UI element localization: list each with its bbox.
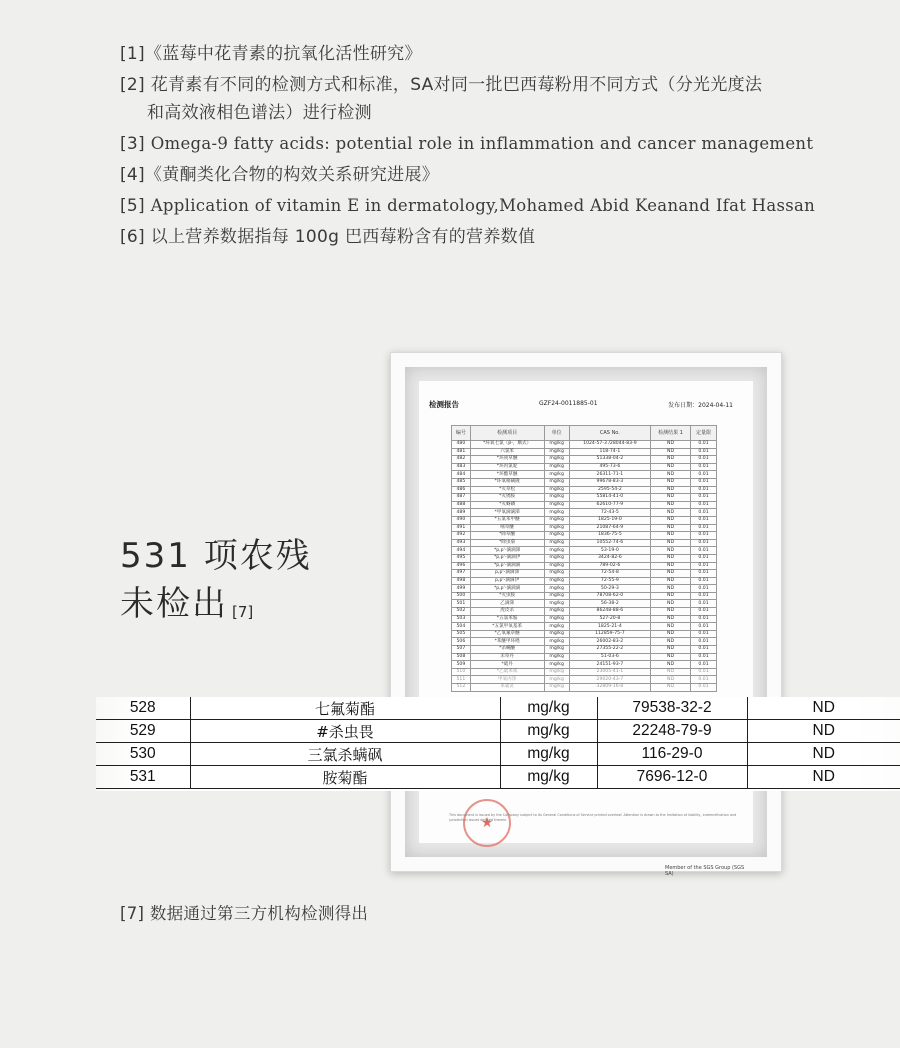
report-row bbox=[452, 615, 717, 623]
report-row bbox=[452, 478, 717, 486]
report-cell: 0.01 bbox=[691, 456, 717, 464]
report-cell: 78708-62-0 bbox=[569, 592, 650, 600]
report-cell: 72-55-9 bbox=[569, 577, 650, 585]
report-row bbox=[452, 653, 717, 661]
header-cell: 定量限 bbox=[691, 426, 717, 441]
report-table bbox=[451, 425, 717, 692]
report-cell: 0.01 bbox=[691, 577, 717, 585]
highlight-cell-result: ND bbox=[747, 697, 900, 720]
report-cell: 494 bbox=[452, 547, 471, 555]
report-cell: 51338-04-2 bbox=[569, 456, 650, 464]
report-row bbox=[452, 668, 717, 676]
report-cell: ND bbox=[651, 471, 691, 479]
report-cell: 508 bbox=[452, 653, 471, 661]
report-cell: 甲氧丙净 bbox=[470, 676, 544, 684]
report-cell: ND bbox=[651, 577, 691, 585]
report-cell: 501 bbox=[452, 600, 471, 608]
report-date: 发布日期：2024-04-11 bbox=[668, 402, 733, 409]
report-cell: 56-38-2 bbox=[569, 600, 650, 608]
report-cell: 511 bbox=[452, 676, 471, 684]
report-cell: 0.01 bbox=[691, 524, 717, 532]
highlight-cell-name: 三氯杀螨砜 bbox=[190, 743, 500, 766]
report-cell: ND bbox=[651, 463, 691, 471]
report-cell: 50-29-3 bbox=[569, 585, 650, 593]
report-cell: 24151-93-7 bbox=[569, 661, 650, 669]
report-row bbox=[452, 661, 717, 669]
report-cell: ND bbox=[651, 448, 691, 456]
report-cell: *灭蚜磷 bbox=[470, 501, 544, 509]
report-cell: 六氯苯 bbox=[470, 448, 544, 456]
report-cell: 118-74-1 bbox=[569, 448, 650, 456]
report-cell: ND bbox=[651, 554, 691, 562]
report-cell: 乙滴涕 bbox=[470, 600, 544, 608]
highlight-row bbox=[96, 720, 900, 743]
report-cell: 0.01 bbox=[691, 600, 717, 608]
report-cell: mg/kg bbox=[544, 539, 569, 547]
report-cell: 500 bbox=[452, 592, 471, 600]
report-cell: 512 bbox=[452, 684, 471, 692]
highlight-cell-result: ND bbox=[747, 743, 900, 766]
headline-line-2: 未检出 bbox=[120, 584, 228, 624]
report-cell: mg/kg bbox=[544, 486, 569, 494]
highlight-cell-no: 531 bbox=[96, 766, 190, 789]
highlight-cell-name: 胺菊酯 bbox=[190, 766, 500, 789]
reference-number: [4] bbox=[120, 165, 145, 185]
report-cell: 62610-77-9 bbox=[569, 501, 650, 509]
report-cell: 0.01 bbox=[691, 486, 717, 494]
report-cell: 2595-54-2 bbox=[569, 486, 650, 494]
report-cell: 496 bbox=[452, 562, 471, 570]
report-row bbox=[452, 524, 717, 532]
report-cell: 487 bbox=[452, 494, 471, 502]
report-cell: mg/kg bbox=[544, 684, 569, 692]
report-cell: 0.01 bbox=[691, 638, 717, 646]
report-cell: 0.01 bbox=[691, 570, 717, 578]
report-cell: 1825-21-4 bbox=[569, 623, 650, 631]
report-row bbox=[452, 630, 717, 638]
report-cell: *杀螨醚 bbox=[470, 646, 544, 654]
header-cell: 检测项目 bbox=[470, 426, 544, 441]
report-member-note: Member of the SGS Group (SGS SA) bbox=[665, 865, 745, 877]
highlight-table-band bbox=[96, 697, 900, 791]
footnote: [7] 数据通过第三方机构检测得出 bbox=[120, 904, 369, 923]
report-cell: 99678-83-3 bbox=[569, 478, 650, 486]
report-cell: p,p'-滴滴伊 bbox=[470, 577, 544, 585]
report-cell: 506 bbox=[452, 638, 471, 646]
highlight-cell-no: 528 bbox=[96, 697, 190, 720]
report-cell: 0.01 bbox=[691, 463, 717, 471]
report-row bbox=[452, 494, 717, 502]
report-cell: mg/kg bbox=[544, 615, 569, 623]
report-cell: 502 bbox=[452, 608, 471, 616]
report-cell: *硫丹 bbox=[470, 661, 544, 669]
report-row bbox=[452, 509, 717, 517]
report-cell: 482 bbox=[452, 456, 471, 464]
report-cell: *p,p'-滴滴涕 bbox=[470, 547, 544, 555]
report-cell: 0.01 bbox=[691, 501, 717, 509]
report-row bbox=[452, 547, 717, 555]
report-cell: 0.01 bbox=[691, 516, 717, 524]
report-cell: mg/kg bbox=[544, 448, 569, 456]
report-cell: 483 bbox=[452, 463, 471, 471]
report-cell: 51-03-6 bbox=[569, 653, 650, 661]
report-row bbox=[452, 684, 717, 692]
report-cell: 509 bbox=[452, 661, 471, 669]
report-cell: *灭草松 bbox=[470, 486, 544, 494]
reference-number: [2] bbox=[120, 75, 145, 95]
report-cell: 0.01 bbox=[691, 684, 717, 692]
report-row bbox=[452, 608, 717, 616]
report-cell: ND bbox=[651, 653, 691, 661]
report-cell: 0.01 bbox=[691, 471, 717, 479]
report-row bbox=[452, 456, 717, 464]
report-cell: ND bbox=[651, 441, 691, 449]
report-cell: ND bbox=[651, 494, 691, 502]
report-cell: mg/kg bbox=[544, 509, 569, 517]
report-footer-text: This document is issued by the Company subject to its General Conditions of Service printed overleaf. Attention is drawn to the limitation of liability, indemnification and jurisdiction issues defined therein. bbox=[449, 813, 737, 822]
report-cell: mg/kg bbox=[544, 638, 569, 646]
reference-text: 《黄酮类化合物的构效关系研究进展》 bbox=[144, 165, 440, 185]
report-cell: 0.01 bbox=[691, 585, 717, 593]
report-cell: 0.01 bbox=[691, 532, 717, 540]
report-cell: *p,p'-滴滴伊 bbox=[470, 554, 544, 562]
report-row bbox=[452, 623, 717, 631]
report-cell: *环丙氯啶 bbox=[470, 463, 544, 471]
report-cell: 86248-88-6 bbox=[569, 608, 650, 616]
report-row bbox=[452, 471, 717, 479]
report-row bbox=[452, 592, 717, 600]
report-cell: 491 bbox=[452, 524, 471, 532]
report-cell: 0.01 bbox=[691, 441, 717, 449]
report-cell: 504 bbox=[452, 623, 471, 631]
report-cell: mg/kg bbox=[544, 577, 569, 585]
report-cell: 488 bbox=[452, 501, 471, 509]
report-cell: mg/kg bbox=[544, 501, 569, 509]
report-cell: 0.01 bbox=[691, 562, 717, 570]
picture-frame bbox=[390, 352, 782, 877]
report-cell: 1825-19-0 bbox=[569, 516, 650, 524]
highlight-row bbox=[96, 697, 900, 720]
highlight-cell-name: #杀虫畏 bbox=[190, 720, 500, 743]
highlight-row bbox=[96, 743, 900, 766]
report-cell: 0.01 bbox=[691, 668, 717, 676]
report-cell: mg/kg bbox=[544, 441, 569, 449]
report-cell: mg/kg bbox=[544, 585, 569, 593]
report-row bbox=[452, 486, 717, 494]
report-cell: mg/kg bbox=[544, 668, 569, 676]
report-cell: ND bbox=[651, 638, 691, 646]
report-cell: mg/kg bbox=[544, 661, 569, 669]
report-cell: mg/kg bbox=[544, 516, 569, 524]
headline-line-1: 531 项农残 bbox=[120, 536, 312, 576]
report-cell: 492 bbox=[452, 532, 471, 540]
headline bbox=[120, 532, 312, 628]
highlight-table bbox=[96, 697, 900, 789]
highlight-cell-result: ND bbox=[747, 766, 900, 789]
report-cell: mg/kg bbox=[544, 600, 569, 608]
reference-number: [3] bbox=[120, 134, 145, 154]
reference-5 bbox=[120, 192, 840, 220]
report-cell: mg/kg bbox=[544, 547, 569, 555]
report-cell: 1836-75-5 bbox=[569, 532, 650, 540]
report-cell: 0.01 bbox=[691, 630, 717, 638]
report-cell: ND bbox=[651, 478, 691, 486]
report-cell: ND bbox=[651, 630, 691, 638]
report-cell: 0.01 bbox=[691, 592, 717, 600]
report-cell: *除草醚 bbox=[470, 532, 544, 540]
report-cell: 0.01 bbox=[691, 494, 717, 502]
reference-list bbox=[120, 40, 840, 254]
highlight-cell-no: 529 bbox=[96, 720, 190, 743]
highlight-row bbox=[96, 766, 900, 789]
report-cell: mg/kg bbox=[544, 676, 569, 684]
report-cell: mg/kg bbox=[544, 623, 569, 631]
seal-star: ★ bbox=[480, 815, 494, 831]
reference-number: [5] bbox=[120, 196, 145, 216]
report-row bbox=[452, 554, 717, 562]
report-cell: ND bbox=[651, 615, 691, 623]
report-cell: ND bbox=[651, 501, 691, 509]
reference-text: 花青素有不同的检测方式和标准，SA对同一批巴西莓粉用不同方式（分光光度法 bbox=[150, 75, 763, 95]
report-cell: 0.01 bbox=[691, 608, 717, 616]
report-cell: 0.01 bbox=[691, 554, 717, 562]
report-cell: *甲氧滴滴涕 bbox=[470, 509, 544, 517]
report-cell: ND bbox=[651, 661, 691, 669]
report-cell: mg/kg bbox=[544, 562, 569, 570]
report-cell: 27355-22-2 bbox=[569, 646, 650, 654]
report-cell: *除虫菊 bbox=[470, 539, 544, 547]
highlight-cell-cas: 79538-32-2 bbox=[597, 697, 747, 720]
report-cell: 72-54-8 bbox=[569, 570, 650, 578]
report-cell: mg/kg bbox=[544, 554, 569, 562]
report-cell: 0.01 bbox=[691, 676, 717, 684]
headline-reference: [7] bbox=[232, 603, 254, 621]
reference-1 bbox=[120, 40, 840, 68]
report-cell: 0.01 bbox=[691, 478, 717, 486]
report-cell: mg/kg bbox=[544, 570, 569, 578]
highlight-cell-cas: 22248-79-9 bbox=[597, 720, 747, 743]
report-cell: 495 bbox=[452, 554, 471, 562]
report-cell: 489 bbox=[452, 509, 471, 517]
report-cell: mg/kg bbox=[544, 608, 569, 616]
highlight-cell-unit: mg/kg bbox=[500, 720, 597, 743]
report-cell: ND bbox=[651, 623, 691, 631]
highlight-cell-result: ND bbox=[747, 720, 900, 743]
report-cell: ND bbox=[651, 456, 691, 464]
report-cell: 497 bbox=[452, 570, 471, 578]
report-cell: 510 bbox=[452, 668, 471, 676]
report-cell: 0.01 bbox=[691, 661, 717, 669]
report-cell: ND bbox=[651, 539, 691, 547]
reference-2 bbox=[120, 71, 840, 127]
report-row bbox=[452, 646, 717, 654]
report-table-header bbox=[452, 426, 717, 441]
report-cell: mg/kg bbox=[544, 630, 569, 638]
report-cell: *灭锈胺 bbox=[470, 494, 544, 502]
report-cell: mg/kg bbox=[544, 456, 569, 464]
report-cell: 789-02-6 bbox=[569, 562, 650, 570]
reference-text: 《蓝莓中花青素的抗氧化活性研究》 bbox=[144, 44, 422, 64]
report-row bbox=[452, 539, 717, 547]
highlight-cell-cas: 116-29-0 bbox=[597, 743, 747, 766]
report-cell: ND bbox=[651, 646, 691, 654]
report-cell: 53-19-0 bbox=[569, 547, 650, 555]
report-row bbox=[452, 638, 717, 646]
report-cell: 0.01 bbox=[691, 547, 717, 555]
report-row bbox=[452, 463, 717, 471]
report-cell: ND bbox=[651, 509, 691, 517]
report-cell: *五氯苯甲醚 bbox=[470, 516, 544, 524]
report-cell: p,p'-滴滴涕 bbox=[470, 570, 544, 578]
report-cell: 495-73-6 bbox=[569, 463, 650, 471]
reference-text: 以上营养数据指每 100g 巴西莓粉含有的营养数值 bbox=[150, 227, 536, 247]
report-cell: *环庚草醚 bbox=[470, 456, 544, 464]
report-cell: 0.01 bbox=[691, 509, 717, 517]
report-cell: 112859-75-7 bbox=[569, 630, 650, 638]
highlight-cell-unit: mg/kg bbox=[500, 697, 597, 720]
report-row bbox=[452, 585, 717, 593]
report-cell: 480 bbox=[452, 441, 471, 449]
report-cell: *环氧七氯（β-，顺式） bbox=[470, 441, 544, 449]
report-title: 检测报告 bbox=[429, 400, 459, 409]
report-cell: mg/kg bbox=[544, 494, 569, 502]
report-cell: 0.01 bbox=[691, 615, 717, 623]
report-cell: 禾草丹 bbox=[470, 653, 544, 661]
report-cell: 23005-41-1 bbox=[569, 668, 650, 676]
report-cell: 55814-41-0 bbox=[569, 494, 650, 502]
header-cell: 单位 bbox=[544, 426, 569, 441]
report-cell: ND bbox=[651, 684, 691, 692]
report-cell: ND bbox=[651, 562, 691, 570]
report-cell: 1024-57-3 /28044-83-9 bbox=[569, 441, 650, 449]
report-cell: 32809-16-8 bbox=[569, 684, 650, 692]
report-cell: mg/kg bbox=[544, 524, 569, 532]
report-cell: ND bbox=[651, 524, 691, 532]
report-cell: 嘧草醚 bbox=[470, 524, 544, 532]
report-cell: mg/kg bbox=[544, 478, 569, 486]
header-cell: 编号 bbox=[452, 426, 471, 441]
reference-3 bbox=[120, 130, 840, 158]
report-row bbox=[452, 532, 717, 540]
report-cell: ND bbox=[651, 676, 691, 684]
report-cell: 484 bbox=[452, 471, 471, 479]
report-cell: 虎皮杀 bbox=[470, 608, 544, 616]
report-row bbox=[452, 577, 717, 585]
report-row bbox=[452, 570, 717, 578]
report-cell: *p,p'-滴滴滴 bbox=[470, 562, 544, 570]
highlight-cell-no: 530 bbox=[96, 743, 190, 766]
report-row bbox=[452, 516, 717, 524]
report-cell: ND bbox=[651, 532, 691, 540]
reference-number: [1] bbox=[120, 44, 145, 64]
report-cell: mg/kg bbox=[544, 471, 569, 479]
report-cell: 498 bbox=[452, 577, 471, 585]
report-cell: 485 bbox=[452, 478, 471, 486]
reference-6 bbox=[120, 223, 840, 251]
report-cell: mg/kg bbox=[544, 646, 569, 654]
report-cell: ND bbox=[651, 668, 691, 676]
report-cell: 26311-71-1 bbox=[569, 471, 650, 479]
report-cell: *p,p'-滴滴滴 bbox=[470, 585, 544, 593]
report-row bbox=[452, 562, 717, 570]
report-row bbox=[452, 676, 717, 684]
reference-text: Application of vitamin E in dermatology,Mohamed Abid Keanand Ifat Hassan bbox=[150, 196, 816, 215]
report-cell: *五氯苯胺 bbox=[470, 615, 544, 623]
reference-text-continued: 和高效液相色谱法）进行检测 bbox=[147, 103, 372, 123]
report-cell: *环氧嘧磺隆 bbox=[470, 478, 544, 486]
report-cell: ND bbox=[651, 547, 691, 555]
report-cell: 527-20-8 bbox=[569, 615, 650, 623]
report-cell: ND bbox=[651, 570, 691, 578]
header-cell: CAS No. bbox=[569, 426, 650, 441]
report-cell: ND bbox=[651, 600, 691, 608]
reference-text: Omega-9 fatty acids: potential role in inflammation and cancer management bbox=[150, 134, 814, 153]
report-cell: *苯醚甲环唑 bbox=[470, 638, 544, 646]
report-cell: 507 bbox=[452, 646, 471, 654]
highlight-cell-cas: 7696-12-0 bbox=[597, 766, 747, 789]
report-cell: ND bbox=[651, 608, 691, 616]
report-cell: *乙氧氟草醚 bbox=[470, 630, 544, 638]
report-cell: 486 bbox=[452, 486, 471, 494]
highlight-cell-name: 七氟菊酯 bbox=[190, 697, 500, 720]
report-cell: 26002-83-2 bbox=[569, 638, 650, 646]
header-cell: 检测结果 1 bbox=[651, 426, 691, 441]
report-cell: 481 bbox=[452, 448, 471, 456]
report-cell: 499 bbox=[452, 585, 471, 593]
report-cell: 505 bbox=[452, 630, 471, 638]
report-cell: 0.01 bbox=[691, 448, 717, 456]
report-cell: 493 bbox=[452, 539, 471, 547]
highlight-cell-unit: mg/kg bbox=[500, 743, 597, 766]
report-cell: 490 bbox=[452, 516, 471, 524]
report-cell: mg/kg bbox=[544, 532, 569, 540]
reference-number: [6] bbox=[120, 227, 145, 247]
report-cell: *乙硫苯威 bbox=[470, 668, 544, 676]
report-cell: 72-43-5 bbox=[569, 509, 650, 517]
report-cell: ND bbox=[651, 516, 691, 524]
report-cell: *灭虫胺 bbox=[470, 592, 544, 600]
report-header bbox=[429, 399, 743, 411]
reference-4 bbox=[120, 161, 840, 189]
report-cell: 0.01 bbox=[691, 623, 717, 631]
report-cell: 苯霜灵 bbox=[470, 684, 544, 692]
report-cell: ND bbox=[651, 486, 691, 494]
report-cell: *环酯草醚 bbox=[470, 471, 544, 479]
report-cell: 3424-82-6 bbox=[569, 554, 650, 562]
report-cell: ND bbox=[651, 592, 691, 600]
report-cell: 21087-64-9 bbox=[569, 524, 650, 532]
report-cell: 0.01 bbox=[691, 653, 717, 661]
highlight-cell-unit: mg/kg bbox=[500, 766, 597, 789]
report-cell: mg/kg bbox=[544, 463, 569, 471]
report-cell: 503 bbox=[452, 615, 471, 623]
report-row bbox=[452, 448, 717, 456]
report-cell: 0.01 bbox=[691, 539, 717, 547]
report-cell: ND bbox=[651, 585, 691, 593]
report-cell: mg/kg bbox=[544, 592, 569, 600]
report-row bbox=[452, 441, 717, 449]
report-row bbox=[452, 600, 717, 608]
report-cell: *五氯甲氧基苯 bbox=[470, 623, 544, 631]
report-cell: 0.01 bbox=[691, 646, 717, 654]
report-cell: 29020-43-7 bbox=[569, 676, 650, 684]
report-cell: mg/kg bbox=[544, 653, 569, 661]
report-cell: 10552-74-6 bbox=[569, 539, 650, 547]
report-number: GZF24-0011885-01 bbox=[539, 400, 598, 407]
report-row bbox=[452, 501, 717, 509]
